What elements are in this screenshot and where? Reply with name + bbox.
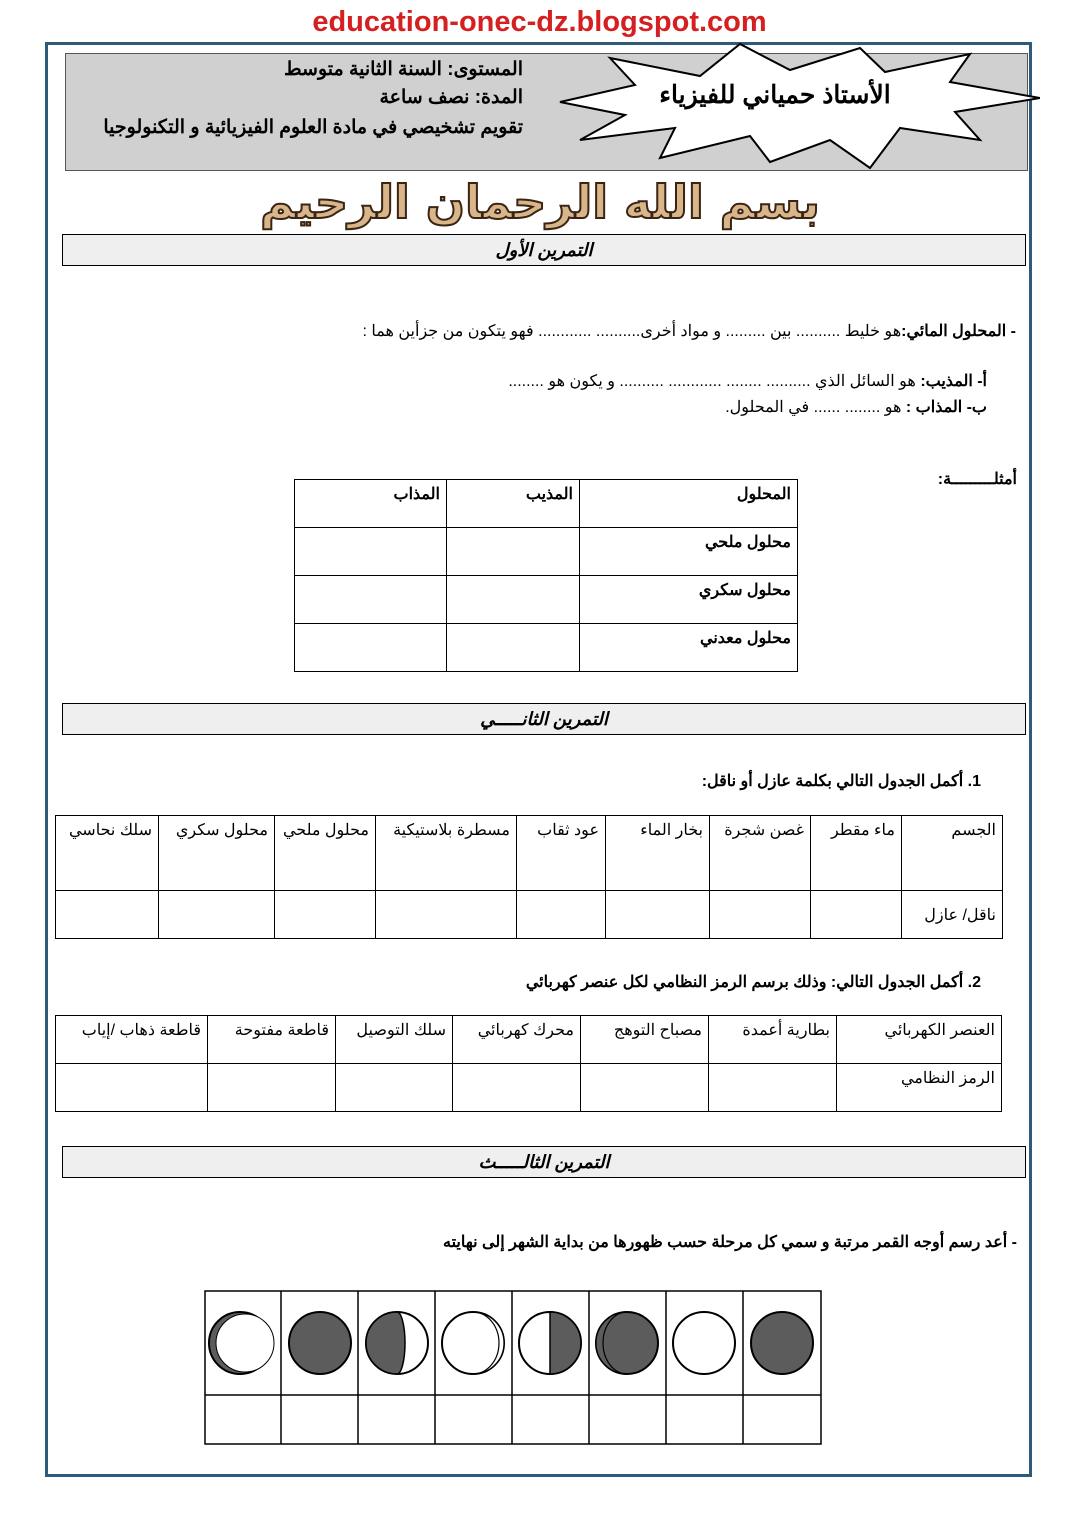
ex1-cell[interactable] xyxy=(447,576,580,624)
ex1-solute-label: ب- المذاب : xyxy=(905,399,987,416)
ex2-q2-cell[interactable] xyxy=(453,1064,581,1112)
moon-phase-5 xyxy=(519,1312,581,1374)
header-level: المستوى: السنة الثانية متوسط xyxy=(283,59,523,80)
ex2-q2-header: العنصر الكهربائي xyxy=(837,1016,1002,1064)
site-url: education-onec-dz.blogspot.com xyxy=(312,6,767,38)
moon-phase-6 xyxy=(596,1312,658,1374)
moon-phase-2 xyxy=(289,1312,351,1374)
moon-phase-7 xyxy=(673,1312,735,1374)
ex1-solvent xyxy=(508,371,987,391)
ex2-q1-row-label: ناقل/ عازل xyxy=(902,891,1003,939)
ex2-q1-header: محلول ملحي xyxy=(275,816,376,891)
ex1-header-solute: المذاب xyxy=(295,480,447,528)
ex2-q1-cell[interactable] xyxy=(376,891,517,939)
ex1-definition-label: - المحلول المائي: xyxy=(901,323,1016,340)
ex2-q1-cell[interactable] xyxy=(811,891,902,939)
exercise2-title: التمرين الثانـــــي xyxy=(62,703,1026,735)
ex2-q1: 1. أكمل الجدول التالي بكلمة عازل أو ناقل: xyxy=(701,773,981,790)
ex1-cell[interactable] xyxy=(447,624,580,672)
ex2-q2-header: محرك كهربائي xyxy=(453,1016,581,1064)
ex2-q2-header: بطارية أعمدة xyxy=(709,1016,837,1064)
ex1-cell[interactable] xyxy=(295,576,447,624)
ex2-q1-header: مسطرة بلاستيكية xyxy=(376,816,517,891)
ex2-q2-cell[interactable] xyxy=(208,1064,336,1112)
ex3-question: - أعد رسم أوجه القمر مرتبة و سمي كل مرحلة حسب ظهورها من بداية الشهر إلى نهايته xyxy=(442,1234,1017,1251)
ex2-q1-header: بخار الماء xyxy=(606,816,710,891)
basmala: بسم الله الرحمان الرحيم xyxy=(260,175,820,229)
ex1-row-label: محلول سكري xyxy=(580,576,798,624)
ex2-q1-header: سلك نحاسي xyxy=(56,816,159,891)
ex2-q1-header: عود ثقاب xyxy=(517,816,606,891)
ex2-q2-header: مصباح التوهج xyxy=(581,1016,709,1064)
ex2-q2-header: قاطعة ذهاب /إياب xyxy=(56,1016,208,1064)
ex2-q2-row-label: الرمز النظامي xyxy=(837,1064,1002,1112)
moon-phases-grid xyxy=(204,1290,822,1446)
ex1-row-label: محلول ملحي xyxy=(580,528,798,576)
ex1-definition-text: هو خليط .......... بين ......... و مواد أخرى.......... ............ فهو يتكون من جزأين هما : xyxy=(362,323,902,340)
ex2-q1-cell[interactable] xyxy=(275,891,376,939)
teacher-name: الأستاذ حمياني للفيزياء xyxy=(659,81,891,109)
ex2-q1-cell[interactable] xyxy=(606,891,710,939)
ex2-q2-header: قاطعة مفتوحة xyxy=(208,1016,336,1064)
moon-phase-4 xyxy=(442,1312,504,1374)
header-duration: المدة: نصف ساعة xyxy=(379,87,523,108)
ex2-q2-header: سلك التوصيل xyxy=(336,1016,453,1064)
ex2-q2-cell[interactable] xyxy=(56,1064,208,1112)
exercise1-title: التمرين الأول xyxy=(62,234,1026,266)
moon-phase-3 xyxy=(366,1312,428,1374)
ex2-q1-cell[interactable] xyxy=(517,891,606,939)
ex1-solute xyxy=(725,397,987,417)
ex2-q2-cell[interactable] xyxy=(581,1064,709,1112)
ex2-q2-cell[interactable] xyxy=(336,1064,453,1112)
ex1-solute-text: هو ........ ...... في المحلول. xyxy=(725,399,902,416)
header-title: تقويم تشخيصي في مادة العلوم الفيزيائية و التكنولوجيا xyxy=(103,117,523,138)
ex1-header-solvent: المذيب xyxy=(447,480,580,528)
ex1-row-label: محلول معدني xyxy=(580,624,798,672)
ex2-q1-header: الجسم xyxy=(902,816,1003,891)
moon-phase-1 xyxy=(209,1312,274,1374)
ex2-symbol-table xyxy=(55,1015,1002,1112)
ex1-cell[interactable] xyxy=(295,624,447,672)
ex1-cell[interactable] xyxy=(447,528,580,576)
ex1-solvent-text: هو السائل الذي .......... ........ ............ .......... و يكون هو ........ xyxy=(508,373,916,390)
ex1-definition xyxy=(362,321,1016,341)
ex1-solvent-label: أ- المذيب: xyxy=(920,373,987,390)
ex2-conductor-table xyxy=(55,815,1003,939)
ex2-q1-cell[interactable] xyxy=(710,891,811,939)
ex2-q2-cell[interactable] xyxy=(709,1064,837,1112)
ex2-q1-header: غصن شجرة xyxy=(710,816,811,891)
moon-phase-8 xyxy=(751,1312,813,1374)
ex1-cell[interactable] xyxy=(295,528,447,576)
ex1-table xyxy=(294,479,798,672)
ex1-header-solution: المحلول xyxy=(580,480,798,528)
ex2-q1-cell[interactable] xyxy=(159,891,275,939)
ex2-q1-header: ماء مقطر xyxy=(811,816,902,891)
ex2-q1-cell[interactable] xyxy=(56,891,159,939)
ex2-q2: 2. أكمل الجدول التالي: وذلك برسم الرمز النظامي لكل عنصر كهربائي xyxy=(525,974,981,991)
ex1-examples-label: أمثلـــــــــة: xyxy=(937,471,1017,488)
ex2-q1-header: محلول سكري xyxy=(159,816,275,891)
exercise3-title: التمرين الثالـــــث xyxy=(62,1146,1026,1178)
